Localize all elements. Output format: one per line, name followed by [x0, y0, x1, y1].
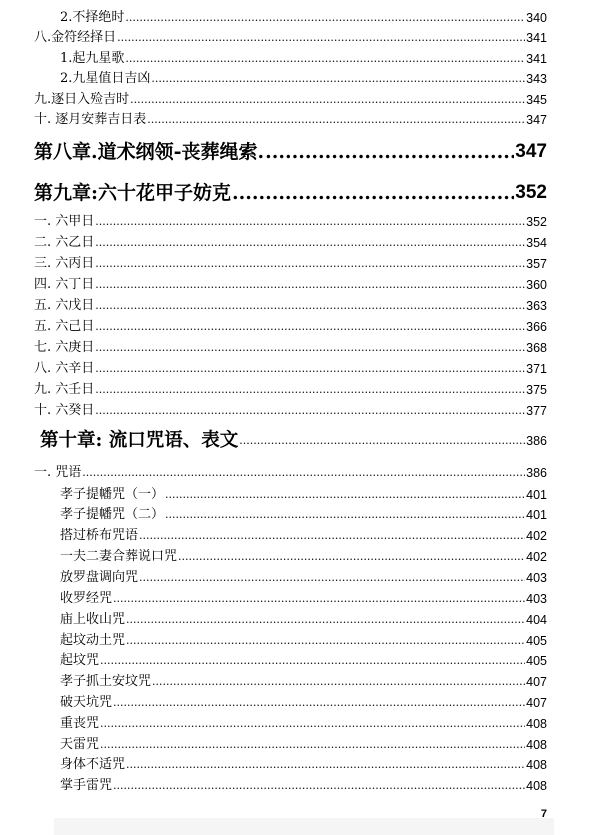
toc-entry-page: 402	[526, 550, 547, 564]
dot-leader	[82, 464, 525, 482]
toc-entry[interactable]	[34, 213, 547, 231]
dot-leader	[139, 527, 525, 545]
toc-entry-title: 起坟咒	[60, 653, 100, 668]
toc-entry-title: 七. 六庚日	[34, 340, 95, 355]
dot-leader	[165, 486, 525, 504]
dot-leader	[95, 360, 525, 378]
dot-leader	[117, 29, 525, 47]
toc-entry-title: 九.逐日入殓吉时	[34, 92, 130, 107]
toc-entry-title: 收罗经咒	[60, 591, 113, 606]
dot-leader	[95, 318, 525, 336]
toc-entry-page: 341	[526, 31, 547, 45]
toc-entry-page: 363	[526, 299, 547, 313]
dot-leader	[178, 548, 525, 566]
toc-entry-title: 破天坑咒	[60, 695, 113, 710]
toc-entry-page: 408	[526, 758, 547, 772]
toc-entry[interactable]	[34, 276, 547, 294]
toc-entry-title: 一夫二妻合葬说口咒	[60, 549, 178, 564]
toc-entry[interactable]	[60, 527, 547, 545]
toc-entry-title: 孝子抓土安坟咒	[60, 674, 152, 689]
dot-leader	[130, 91, 525, 109]
toc-entry-page: 340	[526, 11, 547, 25]
toc-entry-page: 403	[526, 592, 547, 606]
toc-entry[interactable]	[60, 590, 547, 608]
toc-entry-title: 孝子提幡咒（一）	[60, 487, 165, 502]
toc-entry-page: 407	[526, 696, 547, 710]
toc-entry[interactable]	[34, 360, 547, 378]
dot-leader	[95, 297, 525, 315]
toc-entry[interactable]	[34, 318, 547, 336]
toc-entry-title: 掌手雷咒	[60, 778, 113, 793]
toc-entry-title: 身体不适咒	[60, 757, 126, 772]
dot-leader	[126, 632, 525, 650]
toc-entry-title: 十. 六癸日	[34, 403, 95, 418]
dot-leader	[95, 402, 525, 420]
toc-entry-page: 401	[526, 508, 547, 522]
toc-entry[interactable]	[60, 506, 547, 524]
toc-entry-page: 408	[526, 779, 547, 793]
dot-leader	[100, 736, 525, 754]
toc-entry-title: 十. 逐月安葬吉日表	[34, 112, 147, 127]
toc-entry[interactable]	[60, 70, 547, 88]
toc-entry-title: 重丧咒	[60, 716, 100, 731]
dot-leader	[151, 70, 525, 88]
dot-leader	[165, 506, 525, 524]
toc-entry-title: 一. 咒语	[34, 465, 82, 480]
toc-entry-title: 2.九星值日吉凶	[60, 71, 151, 86]
dot-leader	[239, 427, 525, 455]
toc-entry[interactable]	[60, 486, 547, 504]
toc-entry-page: 407	[526, 675, 547, 689]
dot-leader	[95, 381, 525, 399]
toc-entry[interactable]	[60, 632, 547, 650]
toc-entry-title: 四. 六丁日	[34, 277, 95, 292]
toc-entry-page: 401	[526, 488, 547, 502]
toc-entry[interactable]	[60, 756, 547, 774]
toc-entry-page: 368	[526, 341, 547, 355]
toc-entry-page: 405	[526, 654, 547, 668]
toc-entry[interactable]	[60, 9, 547, 27]
toc-entry-page: 360	[526, 278, 547, 292]
toc-entry-page: 352	[526, 215, 547, 229]
toc-entry-page: 341	[526, 52, 547, 66]
toc-entry-page: 357	[526, 257, 547, 271]
toc-entry-title: 五. 六戊日	[34, 298, 95, 313]
toc-entry[interactable]	[34, 234, 547, 252]
toc-entry-page: 403	[526, 571, 547, 585]
toc-entry[interactable]	[40, 427, 547, 455]
toc-entry[interactable]	[34, 178, 547, 208]
toc-entry-page: 352	[515, 182, 547, 203]
toc-entry-page: 347	[526, 113, 547, 127]
toc-entry[interactable]	[34, 402, 547, 420]
toc-entry-page: 375	[526, 383, 547, 397]
toc-entry[interactable]	[34, 29, 547, 47]
toc-entry[interactable]	[34, 111, 547, 129]
toc-entry-title: 九. 六壬日	[34, 382, 95, 397]
dot-leader	[113, 590, 525, 608]
toc-entry-title: 1.起九星歌	[60, 51, 125, 66]
toc-entry[interactable]	[34, 464, 547, 482]
toc-entry-page: 371	[526, 362, 547, 376]
toc-entry[interactable]	[34, 91, 547, 109]
dot-leader	[95, 213, 525, 231]
toc-entry-title: 第十章: 流口咒语、表文	[40, 430, 239, 451]
toc-entry-page: 402	[526, 529, 547, 543]
toc-entry[interactable]	[60, 736, 547, 754]
dot-leader	[265, 137, 514, 167]
toc-entry[interactable]	[34, 339, 547, 357]
toc-entry-title: 搭过桥布咒语	[60, 528, 139, 543]
dot-leader	[95, 339, 525, 357]
toc-entry-page: 408	[526, 738, 547, 752]
toc-entry[interactable]	[34, 255, 547, 273]
toc-entry-title: 三. 六丙日	[34, 256, 95, 271]
toc-entry-page: 386	[526, 466, 547, 480]
dot-leader	[95, 276, 525, 294]
toc-entry[interactable]	[60, 694, 547, 712]
toc-entry-page: 404	[526, 613, 547, 627]
toc-entry-page: 408	[526, 717, 547, 731]
toc-entry[interactable]	[60, 673, 547, 691]
toc-entry[interactable]	[34, 297, 547, 315]
toc-entry[interactable]	[60, 569, 547, 587]
dot-leader	[147, 111, 525, 129]
dot-leader	[113, 777, 525, 795]
toc-entry-title: 天雷咒	[60, 737, 100, 752]
toc-entry-page: 345	[526, 93, 547, 107]
dot-leader	[126, 611, 525, 629]
toc-entry-page: 405	[526, 634, 547, 648]
toc-entry[interactable]	[60, 611, 547, 629]
toc-entry-page: 343	[526, 72, 547, 86]
toc-entry-page: 347	[515, 141, 547, 162]
toc-entry-title: 二. 六乙日	[34, 235, 95, 250]
dot-leader	[125, 50, 525, 68]
footer-band	[54, 818, 554, 835]
dot-leader	[232, 178, 514, 208]
toc-entry-page: 377	[526, 404, 547, 418]
toc-entry-title: 一. 六甲日	[34, 214, 95, 229]
toc-entry[interactable]	[60, 777, 547, 795]
toc-entry-title: 五. 六己日	[34, 319, 95, 334]
toc-entry-title: 八. 六辛日	[34, 361, 95, 376]
dot-leader	[139, 569, 525, 587]
dot-leader	[95, 234, 525, 252]
dot-leader	[100, 652, 525, 670]
dot-leader	[113, 694, 525, 712]
toc-entry[interactable]	[34, 137, 547, 167]
toc-entry-title: 第九章:六十花甲子妨克	[34, 182, 232, 204]
toc-entry-page: 366	[526, 320, 547, 334]
dot-leader	[152, 673, 525, 691]
toc-entry[interactable]	[60, 652, 547, 670]
dot-leader	[126, 756, 525, 774]
toc-entry-title: 孝子提幡咒（二）	[60, 507, 165, 522]
toc-entry-title: 起坟动土咒	[60, 633, 126, 648]
toc-entry-title: 第八章.道术纲领-丧葬绳索.	[34, 141, 265, 163]
page-number: 7	[540, 808, 547, 820]
toc-entry[interactable]	[34, 381, 547, 399]
dot-leader	[125, 9, 525, 27]
dot-leader	[100, 715, 525, 733]
dot-leader	[95, 255, 525, 273]
toc-entry-title: 2.不择绝时	[60, 10, 125, 25]
toc-entry-title: 八.金符经择日	[34, 30, 117, 45]
toc-entry[interactable]	[60, 50, 547, 68]
toc-entry-page: 354	[526, 236, 547, 250]
toc-entry-title: 放罗盘调向咒	[60, 570, 139, 585]
toc-entry[interactable]	[60, 715, 547, 733]
toc-entry[interactable]	[60, 548, 547, 566]
toc-entry-page: 386	[526, 434, 547, 448]
toc-entry-title: 庙上收山咒	[60, 612, 126, 627]
